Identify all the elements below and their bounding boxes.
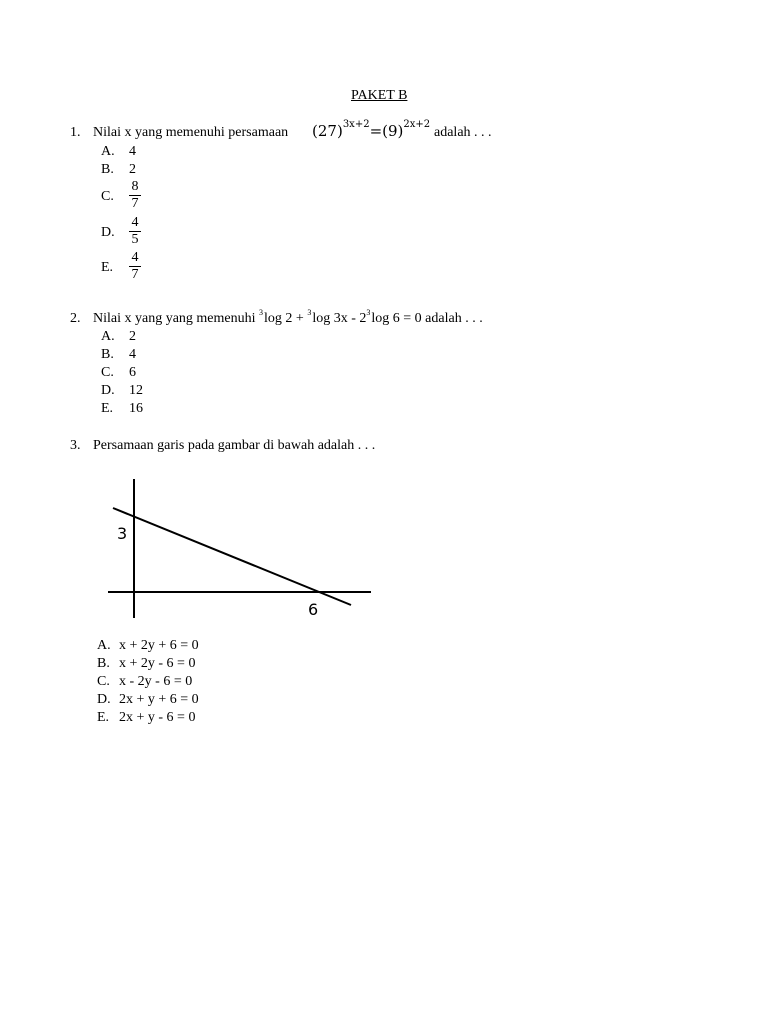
q1-option-e-letter: E. bbox=[101, 260, 114, 275]
question-1-text: Nilai x yang memenuhi persamaan bbox=[93, 125, 289, 140]
fraction-numerator: 8 bbox=[131, 179, 139, 194]
question-2-number: 2. bbox=[70, 311, 81, 326]
question-2-part-2: log 2 + bbox=[264, 311, 304, 326]
fraction-numerator: 4 bbox=[131, 215, 139, 230]
option-value: 2x + y + 6 = 0 bbox=[119, 692, 199, 707]
x-intercept-label: 6 bbox=[308, 600, 319, 619]
option-letter: A. bbox=[101, 144, 115, 159]
log-base-2: 3 bbox=[307, 308, 312, 317]
log-base-3: 3 bbox=[366, 308, 371, 317]
option-letter: E. bbox=[97, 710, 110, 725]
option-letter: A. bbox=[97, 638, 111, 653]
log-base-1: 3 bbox=[259, 308, 264, 317]
option-letter: C. bbox=[97, 674, 110, 689]
option-value: 2 bbox=[129, 162, 136, 177]
option-value: 2 bbox=[129, 329, 136, 344]
q3-option-a bbox=[97, 638, 199, 654]
paren-open: ( bbox=[312, 122, 318, 140]
question-2-part-3: log 3x - 2 bbox=[312, 311, 367, 326]
question-3-number: 3. bbox=[70, 438, 81, 453]
option-value: x + 2y - 6 = 0 bbox=[119, 656, 196, 671]
q1-option-d-letter: D. bbox=[101, 225, 115, 240]
option-value: 4 bbox=[129, 144, 136, 159]
option-value: 2x + y - 6 = 0 bbox=[119, 710, 196, 725]
question-1-number: 1. bbox=[70, 125, 81, 140]
fraction-denominator: 5 bbox=[131, 232, 139, 247]
option-letter: C. bbox=[101, 365, 114, 380]
q3-option-b bbox=[97, 656, 195, 672]
question-3-text: Persamaan garis pada gambar di bawah adalah . . . bbox=[93, 438, 376, 453]
q3-option-d bbox=[97, 692, 199, 708]
option-value: x - 2y - 6 = 0 bbox=[119, 674, 193, 689]
graph-line bbox=[113, 508, 351, 605]
option-letter: E. bbox=[101, 401, 114, 416]
fraction-denominator: 7 bbox=[131, 196, 139, 211]
equation-base-2: 9 bbox=[388, 122, 398, 140]
paren-open: ( bbox=[382, 122, 388, 140]
option-value: x + 2y + 6 = 0 bbox=[119, 638, 199, 653]
paren-close: ) bbox=[336, 122, 343, 140]
equation-exponent-2: 2x+2 bbox=[403, 119, 431, 130]
fraction-denominator: 7 bbox=[131, 267, 139, 282]
option-letter: B. bbox=[97, 656, 110, 671]
question-2-part-4: log 6 = 0 adalah . . . bbox=[371, 311, 483, 326]
equation-exponent-1: 3x+2 bbox=[342, 119, 370, 130]
paren-close: ) bbox=[397, 122, 404, 140]
q3-option-c bbox=[97, 674, 192, 690]
fraction-numerator: 4 bbox=[131, 250, 139, 265]
q3-option-e bbox=[97, 710, 195, 726]
option-letter: D. bbox=[101, 383, 115, 398]
option-letter: D. bbox=[97, 692, 111, 707]
option-value: 16 bbox=[129, 401, 143, 416]
q1-option-c-letter: C. bbox=[101, 189, 114, 204]
option-value: 6 bbox=[129, 365, 136, 380]
equation-equals: = bbox=[369, 122, 383, 140]
equation-base-1: 27 bbox=[317, 122, 337, 140]
option-value: 12 bbox=[129, 383, 143, 398]
question-2-part-1: Nilai x yang yang memenuhi bbox=[93, 311, 256, 326]
option-letter: B. bbox=[101, 162, 114, 177]
option-letter: B. bbox=[101, 347, 114, 362]
option-value: 4 bbox=[129, 347, 136, 362]
question-1-suffix: adalah . . . bbox=[434, 125, 492, 140]
y-intercept-label: 3 bbox=[117, 524, 128, 543]
option-letter: A. bbox=[101, 329, 115, 344]
page-title: PAKET B bbox=[351, 88, 408, 103]
